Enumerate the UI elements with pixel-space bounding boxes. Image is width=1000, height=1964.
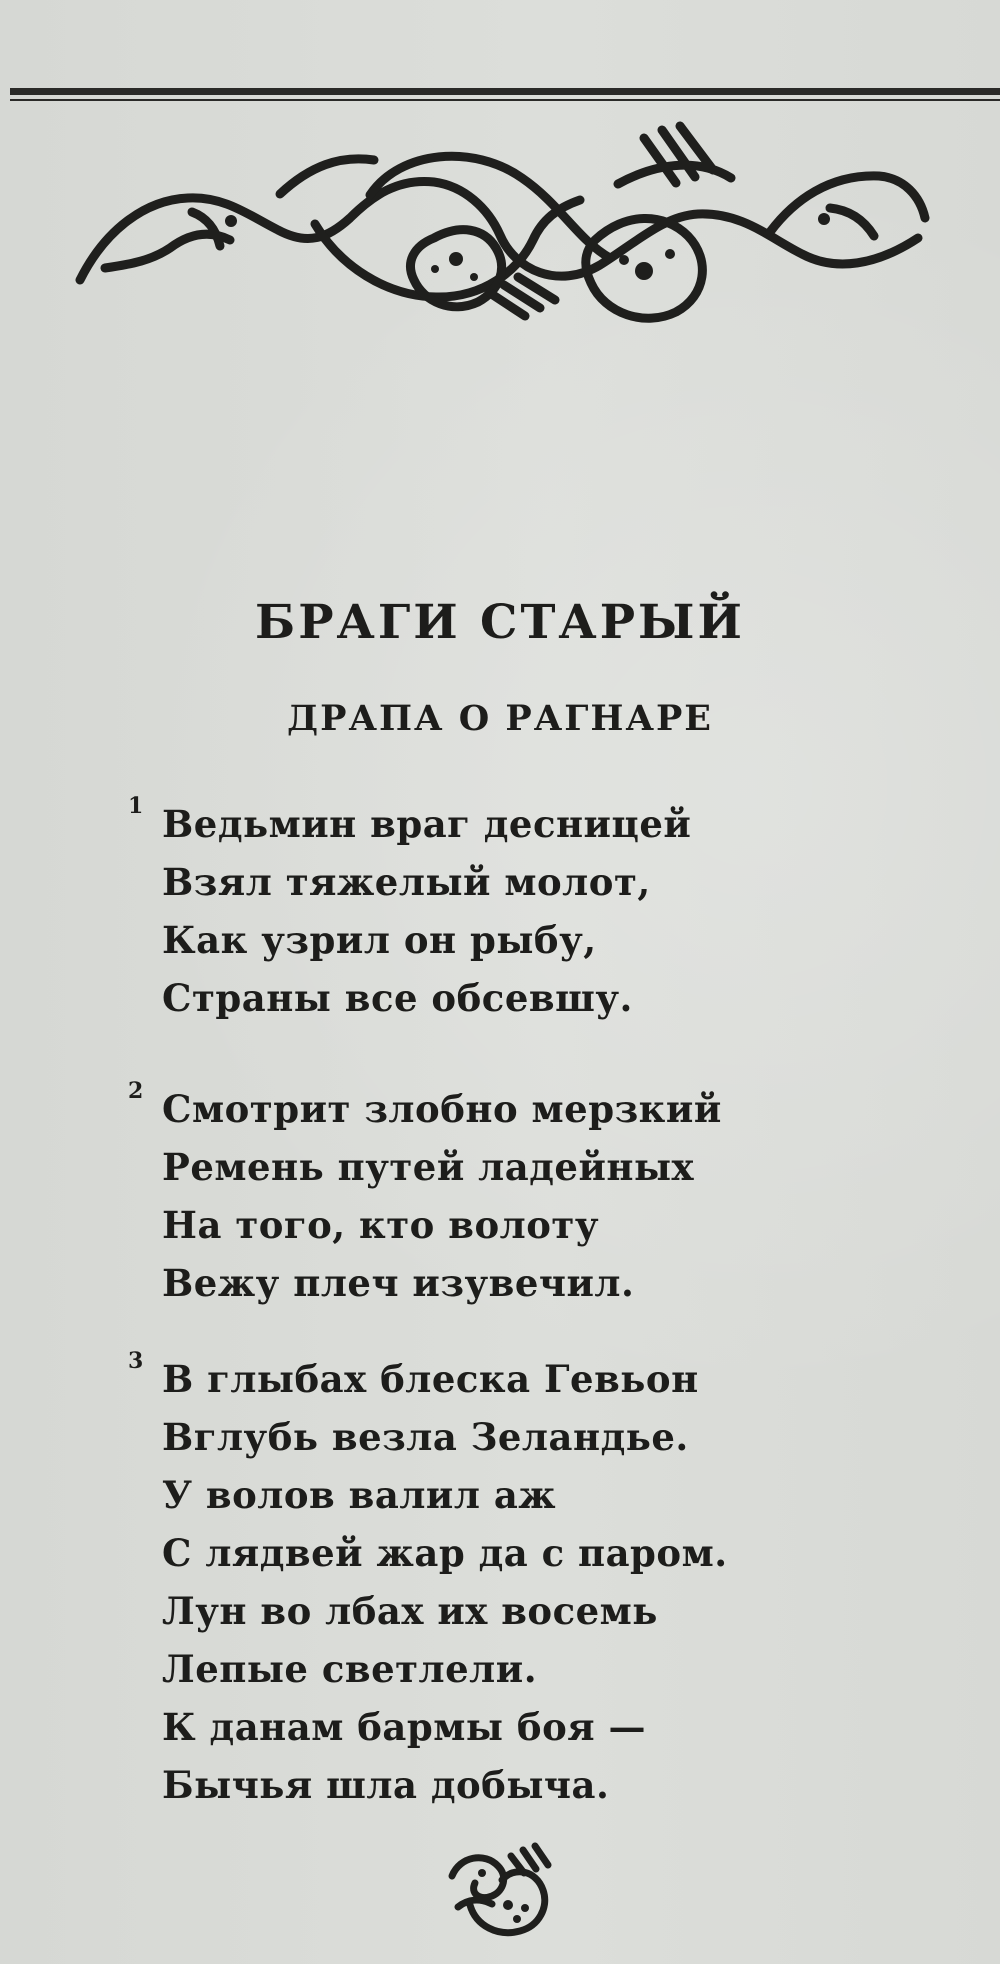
verse-line: Лепые светлели. [162, 1647, 538, 1691]
verse-line: Страны все обсевшу. [162, 976, 633, 1020]
verse-line: Ведьмин враг десницей [162, 802, 692, 846]
verse-line: К данам бармы боя — [162, 1705, 646, 1749]
verse-line: В глыбах блеска Гевьон [162, 1357, 699, 1401]
top-thin-rule [10, 99, 1000, 101]
small-knotwork-tailpiece-icon [440, 1838, 560, 1948]
stanza-3 [128, 1348, 922, 1814]
tailpiece-ornament-icon [440, 1838, 560, 1948]
verse-line: Смотрит злобно мерзкий [162, 1087, 722, 1131]
stanza-number: 2 [128, 1078, 144, 1104]
stanza-2 [128, 1078, 922, 1312]
top-double-rule [10, 88, 1000, 95]
poem-title: ДРАПА О РАГНАРЕ [287, 698, 713, 739]
stanza-1 [128, 793, 922, 1027]
verse-line: Вглубь везла Зеландье. [162, 1415, 689, 1459]
verse-line: Вежу плеч изувечил. [162, 1261, 635, 1305]
header-ornament-icon [70, 120, 930, 335]
verse-line: Ремень путей ладейных [162, 1145, 695, 1189]
stanza-number: 1 [128, 793, 144, 819]
verse-line: Лун во лбах их восемь [162, 1589, 658, 1633]
verse-line: На того, кто волоту [162, 1203, 600, 1247]
verse-line: У волов валил аж [162, 1473, 557, 1517]
knotwork-beast-ornament-icon [70, 120, 930, 335]
stanza-number: 3 [128, 1348, 144, 1374]
verse-line: Бычья шла добыча. [162, 1763, 610, 1807]
verse-line: Взял тяжелый молот, [162, 860, 651, 904]
verse-line: С лядвей жар да с паром. [162, 1531, 728, 1575]
verse-line: Как узрил он рыбу, [162, 918, 597, 962]
author-name: БРАГИ СТАРЫЙ [255, 595, 745, 650]
